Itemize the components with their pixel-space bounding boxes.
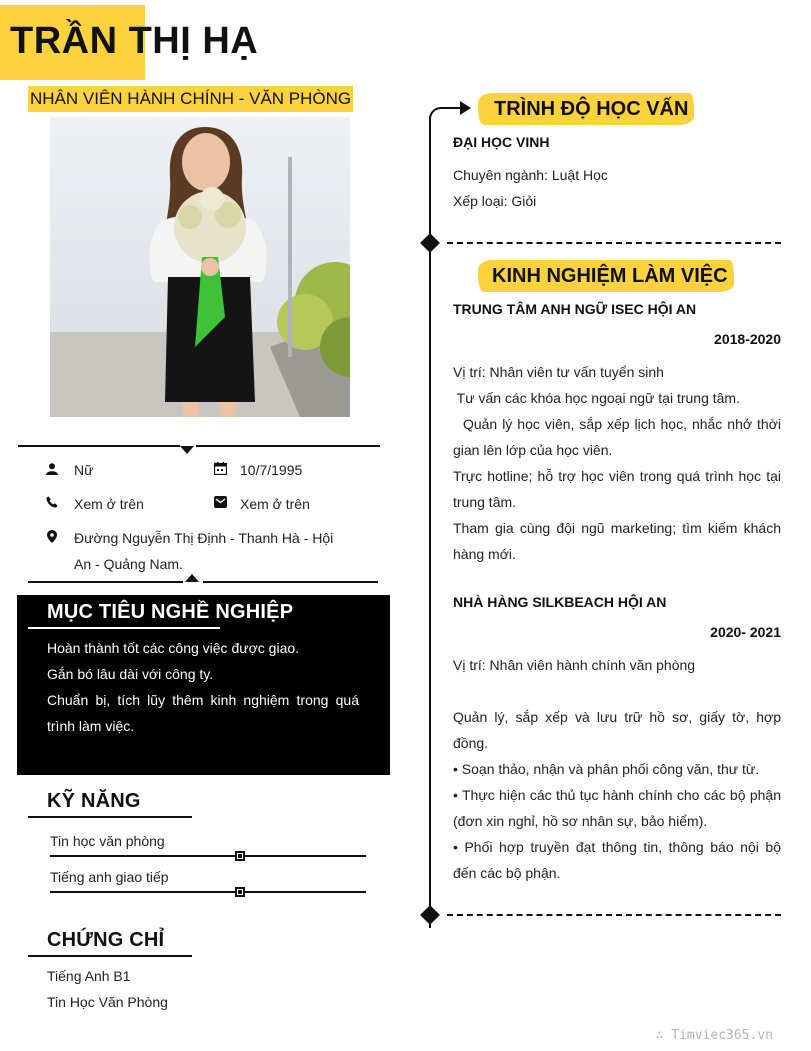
contact-bottom-line-right [203, 581, 378, 583]
section-divider [447, 914, 781, 916]
job-period: 2018-2020 [714, 331, 781, 347]
education-major: Chuyên ngành: Luật Học [453, 167, 608, 183]
skills-title: KỸ NĂNG [47, 790, 141, 812]
job-description [453, 704, 781, 886]
certificates-title: CHỨNG CHỈ [47, 929, 165, 951]
location-icon [45, 529, 59, 543]
timeline-arrow-corner [429, 107, 443, 121]
objective-text [47, 635, 359, 739]
contact-top-pointer [180, 446, 194, 454]
candidate-name: TRẦN THỊ HẠ [10, 20, 259, 62]
skill-level-marker [235, 851, 245, 861]
address-line-1: Đường Nguyễn Thị Định - Thanh Hà - Hội [74, 530, 334, 546]
objective-underline [28, 627, 220, 629]
education-rank: Xếp loại: Giỏi [453, 193, 537, 209]
certificate-item: Tiếng Anh B1 [47, 968, 131, 984]
certificates-underline [28, 955, 192, 957]
job-position: Vị trí: Nhân viên hành chính văn phòng [453, 657, 696, 673]
job-line: Tham gia cùng đội ngũ marketing; tìm kiếm khách hàng mới. [453, 520, 781, 562]
contact-bottom-pointer [185, 574, 199, 582]
watermark: ∴ Timviec365.vn [655, 1028, 773, 1043]
timeline-diamond [420, 905, 440, 925]
job-description [453, 359, 785, 567]
job-line: Quản lý học viên, sắp xếp lịch học, nhắc nhở thời gian lên lớp của học viên. [453, 416, 785, 458]
contact-bottom-line-left [28, 581, 183, 583]
job-line: Trực hotline; hỗ trợ học viên trong quá trình học tại trung tâm. [453, 468, 781, 510]
contact-top-line-left [18, 445, 180, 447]
user-icon [45, 462, 59, 476]
job-company: NHÀ HÀNG SILKBEACH HỘI AN [453, 594, 667, 610]
job-line: • Thực hiện các thủ tục hành chính cho các bộ phận (đơn xin nghỉ, hồ sơ nhân sự, bảo hiểm). [453, 787, 781, 829]
objective-line: Gắn bó lâu dài với công ty. [47, 666, 214, 682]
email-icon [213, 495, 227, 509]
certificate-item: Tin Học Văn Phòng [47, 994, 168, 1010]
education-school: ĐẠI HỌC VINH [453, 134, 550, 150]
phone-value: Xem ở trên [74, 496, 144, 512]
job-line: Quản lý, sắp xếp và lưu trữ hồ sơ, giấy tờ, hợp đồng. [453, 709, 781, 751]
skill-bar [50, 891, 366, 893]
experience-title: KINH NGHIỆM LÀM VIỆC [492, 265, 728, 287]
calendar-icon [213, 461, 227, 475]
education-title: TRÌNH ĐỘ HỌC VẤN [494, 98, 689, 120]
contact-top-line-right [196, 445, 380, 447]
job-line: Tư vấn các khóa học ngoại ngữ tại trung tâm. [453, 390, 740, 406]
address-value [74, 525, 344, 577]
job-line: • Phối hợp truyền đạt thông tin, thông báo nội bộ đến các bộ phận. [453, 839, 781, 881]
job-company: TRUNG TÂM ANH NGỮ ISEC HỘI AN [453, 301, 697, 317]
gender-value: Nữ [74, 462, 94, 478]
job-line: • Soạn thảo, nhận và phân phối công văn, thư từ. [453, 761, 760, 777]
email-value: Xem ở trên [240, 496, 310, 512]
skills-underline [28, 816, 192, 818]
skill-level-marker [235, 887, 245, 897]
job-line: Vị trí: Nhân viên tư vấn tuyển sinh [453, 364, 664, 380]
objective-line: Chuẩn bị, tích lũy thêm kinh nghiệm trong quá trình làm việc. [47, 692, 359, 734]
profile-photo [50, 117, 350, 417]
certificate-list [47, 963, 168, 1015]
birthday-value: 10/7/1995 [240, 462, 303, 478]
address-line-2: An - Quảng Nam. [74, 556, 183, 572]
phone-icon [45, 495, 59, 509]
skill-label: Tin học văn phòng [50, 833, 165, 849]
skill-label: Tiếng anh giao tiếp [50, 869, 169, 885]
objective-line: Hoàn thành tốt các công việc được giao. [47, 640, 300, 656]
job-period: 2020- 2021 [710, 624, 781, 640]
job-title: NHÂN VIÊN HÀNH CHÍNH - VĂN PHÒNG [28, 86, 353, 112]
timeline-diamond [420, 233, 440, 253]
objective-title: MỤC TIÊU NGHỀ NGHIỆP [47, 601, 294, 623]
section-divider [447, 242, 781, 244]
skill-bar [50, 855, 366, 857]
timeline-arrow-line [441, 107, 462, 109]
timeline-arrow-head [460, 101, 471, 115]
